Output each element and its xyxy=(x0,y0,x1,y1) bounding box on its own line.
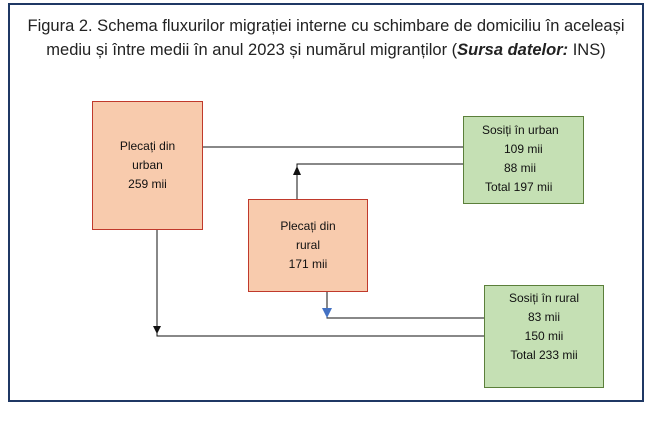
node-value: 83 mii xyxy=(527,310,560,324)
node-departures-urban xyxy=(92,101,203,230)
node-label: rural xyxy=(295,238,320,252)
node-label: urban xyxy=(132,158,163,172)
node-label: Sosiți în urban xyxy=(482,123,559,137)
source-value: INS) xyxy=(568,41,606,59)
node-label: Plecați din xyxy=(280,219,336,233)
node-total: Total 197 mii xyxy=(485,180,553,194)
node-label: Plecați din xyxy=(119,139,176,153)
node-value: 109 mii xyxy=(504,142,543,156)
node-value: 259 mii xyxy=(128,177,167,191)
node-value: 171 mii xyxy=(288,257,328,271)
node-value: 88 mii xyxy=(504,161,537,175)
node-arrivals-rural xyxy=(484,285,604,388)
source-label: Sursa datelor: xyxy=(457,41,569,59)
node-label: Sosiți în rural xyxy=(508,291,580,305)
node-value: 150 mii xyxy=(524,329,564,343)
node-arrivals-urban xyxy=(463,116,584,204)
node-departures-rural xyxy=(248,199,368,292)
title-text: Figura 2. Schema fluxurilor migrației interne cu schimbare de domiciliu în aceleași mediu și între medii în anul 2023 și numărul migranților ( xyxy=(27,17,625,59)
node-total: Total 233 mii xyxy=(510,348,578,362)
figure-title xyxy=(14,14,638,62)
